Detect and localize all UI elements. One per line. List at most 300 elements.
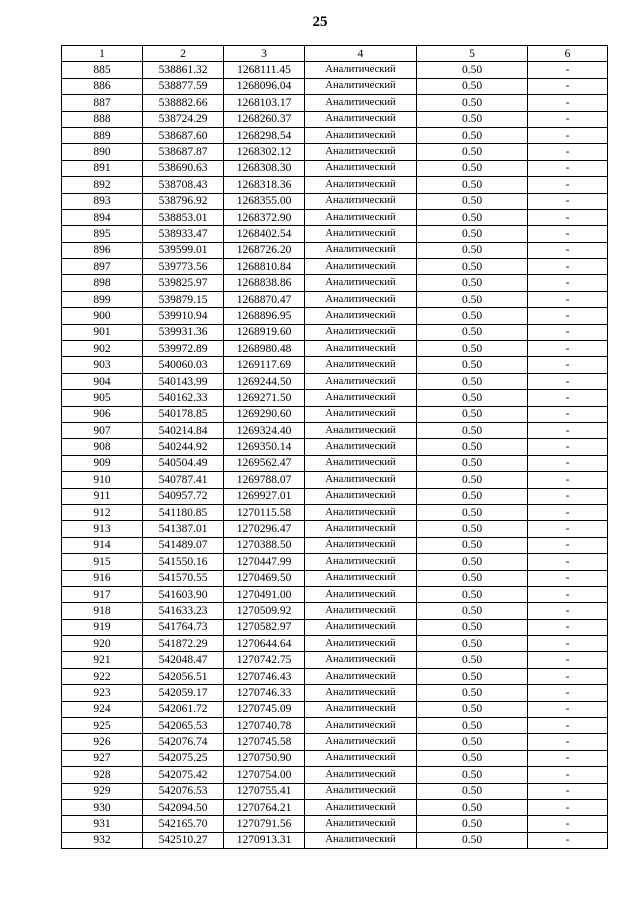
table-cell: 0.50 — [417, 422, 528, 438]
table-cell: - — [528, 586, 608, 602]
table-cell: 901 — [62, 324, 143, 340]
table-cell: 1270913.31 — [224, 832, 305, 848]
table-cell: Аналитический — [305, 718, 417, 734]
table-cell: 892 — [62, 177, 143, 193]
table-cell: 915 — [62, 554, 143, 570]
table-row — [62, 275, 608, 291]
table-cell: 1270644.64 — [224, 636, 305, 652]
table-cell: 885 — [62, 62, 143, 78]
table-row — [62, 488, 608, 504]
table-row — [62, 652, 608, 668]
table-cell: - — [528, 472, 608, 488]
table-cell: 542075.42 — [143, 767, 224, 783]
table-cell: 0.50 — [417, 275, 528, 291]
table-row — [62, 308, 608, 324]
table-cell: Аналитический — [305, 226, 417, 242]
table-cell: Аналитический — [305, 767, 417, 783]
table-cell: 910 — [62, 472, 143, 488]
column-header: 2 — [143, 46, 224, 62]
table-cell: 541387.01 — [143, 521, 224, 537]
table-cell: Аналитический — [305, 472, 417, 488]
table-cell: - — [528, 685, 608, 701]
table-cell: 1268870.47 — [224, 291, 305, 307]
table-row — [62, 668, 608, 684]
table-cell: 895 — [62, 226, 143, 242]
table-cell: 0.50 — [417, 701, 528, 717]
table-cell: 1270746.43 — [224, 668, 305, 684]
table-cell: - — [528, 324, 608, 340]
table-cell: Аналитический — [305, 373, 417, 389]
table-cell: Аналитический — [305, 619, 417, 635]
table-cell: 542061.72 — [143, 701, 224, 717]
table-row — [62, 750, 608, 766]
table-cell: 540143.99 — [143, 373, 224, 389]
table-cell: - — [528, 127, 608, 143]
table-cell: - — [528, 734, 608, 750]
table-cell: - — [528, 160, 608, 176]
table-cell: 899 — [62, 291, 143, 307]
table-cell: - — [528, 357, 608, 373]
table-cell: 0.50 — [417, 78, 528, 94]
table-row — [62, 95, 608, 111]
table-cell: 538933.47 — [143, 226, 224, 242]
table-cell: - — [528, 242, 608, 258]
table-cell: - — [528, 799, 608, 815]
table-cell: 922 — [62, 668, 143, 684]
table-cell: 891 — [62, 160, 143, 176]
table-cell: Аналитический — [305, 521, 417, 537]
table-cell: 932 — [62, 832, 143, 848]
table-cell: 897 — [62, 259, 143, 275]
table-cell: - — [528, 767, 608, 783]
table-cell: 538687.87 — [143, 144, 224, 160]
table-cell: 1268402.54 — [224, 226, 305, 242]
table-cell: - — [528, 652, 608, 668]
table-cell: 541764.73 — [143, 619, 224, 635]
table-cell: 1270745.58 — [224, 734, 305, 750]
table-row — [62, 537, 608, 553]
coordinates-table — [61, 45, 608, 849]
table-cell: 539972.89 — [143, 341, 224, 357]
table-row — [62, 603, 608, 619]
table-cell: 0.50 — [417, 554, 528, 570]
table-cell: Аналитический — [305, 832, 417, 848]
table-cell: 1268298.54 — [224, 127, 305, 143]
table-cell: 540060.03 — [143, 357, 224, 373]
table-cell: Аналитический — [305, 636, 417, 652]
table-row — [62, 636, 608, 652]
table-cell: - — [528, 275, 608, 291]
table-cell: - — [528, 832, 608, 848]
table-row — [62, 701, 608, 717]
table-cell: Аналитический — [305, 193, 417, 209]
table-row — [62, 406, 608, 422]
table-body — [62, 62, 608, 849]
table-cell: 0.50 — [417, 537, 528, 553]
table-cell: 542075.25 — [143, 750, 224, 766]
table-cell: 898 — [62, 275, 143, 291]
table-cell: 902 — [62, 341, 143, 357]
table-cell: 538877.59 — [143, 78, 224, 94]
table-cell: 538882.66 — [143, 95, 224, 111]
table-cell: 1268096.04 — [224, 78, 305, 94]
table-cell: Аналитический — [305, 652, 417, 668]
table-cell: 0.50 — [417, 718, 528, 734]
table-cell: 1269244.50 — [224, 373, 305, 389]
table-cell: Аналитический — [305, 390, 417, 406]
table-cell: 0.50 — [417, 603, 528, 619]
table-cell: 1269788.07 — [224, 472, 305, 488]
table-cell: - — [528, 341, 608, 357]
table-cell: 1269927.01 — [224, 488, 305, 504]
table-cell: 889 — [62, 127, 143, 143]
table-cell: 541489.07 — [143, 537, 224, 553]
table-cell: Аналитический — [305, 275, 417, 291]
table-cell: 0.50 — [417, 619, 528, 635]
table-cell: 1270745.09 — [224, 701, 305, 717]
table-cell: - — [528, 718, 608, 734]
table-cell: 929 — [62, 783, 143, 799]
table-cell: 538690.63 — [143, 160, 224, 176]
table-cell: Аналитический — [305, 570, 417, 586]
table-row — [62, 160, 608, 176]
table-cell: 542059.17 — [143, 685, 224, 701]
table-cell: - — [528, 455, 608, 471]
table-row — [62, 62, 608, 78]
table-cell: Аналитический — [305, 291, 417, 307]
table-cell: 1270491.00 — [224, 586, 305, 602]
table-cell: - — [528, 619, 608, 635]
table-cell: - — [528, 439, 608, 455]
table-cell: 1268919.60 — [224, 324, 305, 340]
table-cell: 0.50 — [417, 406, 528, 422]
table-cell: 539599.01 — [143, 242, 224, 258]
table-cell: 0.50 — [417, 636, 528, 652]
table-cell: Аналитический — [305, 455, 417, 471]
table-row — [62, 718, 608, 734]
table-cell: 542094.50 — [143, 799, 224, 815]
table-cell: Аналитический — [305, 95, 417, 111]
table-cell: Аналитический — [305, 799, 417, 815]
table-cell: Аналитический — [305, 685, 417, 701]
table-row — [62, 127, 608, 143]
table-cell: 540957.72 — [143, 488, 224, 504]
table-cell: Аналитический — [305, 62, 417, 78]
table-cell: Аналитический — [305, 554, 417, 570]
table-cell: 918 — [62, 603, 143, 619]
table-cell: 1268302.12 — [224, 144, 305, 160]
table-cell: 0.50 — [417, 439, 528, 455]
table-cell: Аналитический — [305, 734, 417, 750]
table-cell: 542065.53 — [143, 718, 224, 734]
table-row — [62, 570, 608, 586]
table-row — [62, 373, 608, 389]
column-header: 6 — [528, 46, 608, 62]
table-cell: 0.50 — [417, 799, 528, 815]
table-cell: - — [528, 668, 608, 684]
table-cell: 1268838.86 — [224, 275, 305, 291]
table-cell: 893 — [62, 193, 143, 209]
table-cell: 917 — [62, 586, 143, 602]
table-cell: 539910.94 — [143, 308, 224, 324]
table-row — [62, 357, 608, 373]
table-cell: 0.50 — [417, 652, 528, 668]
table-cell: 1268111.45 — [224, 62, 305, 78]
table-cell: - — [528, 62, 608, 78]
table-cell: 928 — [62, 767, 143, 783]
table-cell: 914 — [62, 537, 143, 553]
table-cell: 0.50 — [417, 521, 528, 537]
table-cell: 0.50 — [417, 832, 528, 848]
table-cell: 908 — [62, 439, 143, 455]
table-row — [62, 291, 608, 307]
table-cell: Аналитический — [305, 439, 417, 455]
table-cell: Аналитический — [305, 750, 417, 766]
table-cell: - — [528, 144, 608, 160]
table-cell: 0.50 — [417, 226, 528, 242]
table-cell: 1268372.90 — [224, 209, 305, 225]
table-cell: Аналитический — [305, 504, 417, 520]
table-cell: 1270750.90 — [224, 750, 305, 766]
table-cell: 1268810.84 — [224, 259, 305, 275]
table-cell: 0.50 — [417, 373, 528, 389]
table-cell: 0.50 — [417, 242, 528, 258]
table-cell: 923 — [62, 685, 143, 701]
table-cell: - — [528, 422, 608, 438]
table-cell: - — [528, 291, 608, 307]
table-cell: 541550.16 — [143, 554, 224, 570]
table-row — [62, 78, 608, 94]
table-cell: 541603.90 — [143, 586, 224, 602]
table-cell: 903 — [62, 357, 143, 373]
table-cell: 538724.29 — [143, 111, 224, 127]
table-cell: Аналитический — [305, 783, 417, 799]
table-cell: 0.50 — [417, 177, 528, 193]
table-cell: 911 — [62, 488, 143, 504]
table-cell: - — [528, 193, 608, 209]
table-cell: - — [528, 750, 608, 766]
table-cell: 539931.36 — [143, 324, 224, 340]
table-cell: - — [528, 226, 608, 242]
table-header-row — [62, 46, 608, 62]
table-cell: 1270509.92 — [224, 603, 305, 619]
table-cell: 1269271.50 — [224, 390, 305, 406]
table-cell: 0.50 — [417, 750, 528, 766]
table-cell: 1268308.30 — [224, 160, 305, 176]
table-cell: 1269324.40 — [224, 422, 305, 438]
table-cell: 1270447.99 — [224, 554, 305, 570]
table-cell: - — [528, 554, 608, 570]
table-cell: 541872.29 — [143, 636, 224, 652]
table-cell: 1270296.47 — [224, 521, 305, 537]
table-row — [62, 521, 608, 537]
table-cell: 0.50 — [417, 570, 528, 586]
table-row — [62, 783, 608, 799]
table-cell: 1268103.17 — [224, 95, 305, 111]
column-header: 5 — [417, 46, 528, 62]
table-cell: 0.50 — [417, 668, 528, 684]
table-cell: 920 — [62, 636, 143, 652]
table-cell: 539773.56 — [143, 259, 224, 275]
table-cell: 1269290.60 — [224, 406, 305, 422]
table-cell: 886 — [62, 78, 143, 94]
table-row — [62, 209, 608, 225]
table-row — [62, 177, 608, 193]
table-cell: 931 — [62, 816, 143, 832]
table-cell: 924 — [62, 701, 143, 717]
table-cell: 0.50 — [417, 160, 528, 176]
table-cell: 1269350.14 — [224, 439, 305, 455]
table-cell: 1268355.00 — [224, 193, 305, 209]
table-cell: 0.50 — [417, 504, 528, 520]
table-cell: 896 — [62, 242, 143, 258]
table-cell: Аналитический — [305, 259, 417, 275]
table-cell: 909 — [62, 455, 143, 471]
table-cell: 540244.92 — [143, 439, 224, 455]
table-cell: 540178.85 — [143, 406, 224, 422]
table-row — [62, 504, 608, 520]
table-cell: 1270582.97 — [224, 619, 305, 635]
column-header: 3 — [224, 46, 305, 62]
table-cell: 905 — [62, 390, 143, 406]
table-cell: 0.50 — [417, 586, 528, 602]
table-cell: 894 — [62, 209, 143, 225]
table-cell: 542076.74 — [143, 734, 224, 750]
table-cell: 542056.51 — [143, 668, 224, 684]
table-cell: 887 — [62, 95, 143, 111]
table-cell: 0.50 — [417, 472, 528, 488]
table-cell: 1270764.21 — [224, 799, 305, 815]
table-cell: 0.50 — [417, 291, 528, 307]
table-cell: 1268896.95 — [224, 308, 305, 324]
table-row — [62, 341, 608, 357]
table-cell: - — [528, 111, 608, 127]
table-cell: Аналитический — [305, 537, 417, 553]
table-row — [62, 193, 608, 209]
table-row — [62, 422, 608, 438]
table-cell: Аналитический — [305, 324, 417, 340]
table-cell: - — [528, 78, 608, 94]
table-cell: - — [528, 701, 608, 717]
table-cell: - — [528, 209, 608, 225]
table-cell: - — [528, 537, 608, 553]
table-cell: - — [528, 783, 608, 799]
table-cell: Аналитический — [305, 127, 417, 143]
table-cell: 0.50 — [417, 390, 528, 406]
table-cell: 930 — [62, 799, 143, 815]
table-row — [62, 111, 608, 127]
table-cell: - — [528, 406, 608, 422]
table-cell: 0.50 — [417, 783, 528, 799]
table-row — [62, 472, 608, 488]
table-cell: 540162.33 — [143, 390, 224, 406]
table-cell: 0.50 — [417, 111, 528, 127]
table-row — [62, 619, 608, 635]
table-cell: - — [528, 488, 608, 504]
table-cell: Аналитический — [305, 668, 417, 684]
table-cell: 1270746.33 — [224, 685, 305, 701]
table-cell: 900 — [62, 308, 143, 324]
table-cell: 1270791.56 — [224, 816, 305, 832]
table-cell: 1270742.75 — [224, 652, 305, 668]
table-cell: 0.50 — [417, 324, 528, 340]
table-cell: 542510.27 — [143, 832, 224, 848]
table-cell: Аналитический — [305, 341, 417, 357]
table-cell: - — [528, 603, 608, 619]
table-cell: - — [528, 521, 608, 537]
table-cell: 0.50 — [417, 144, 528, 160]
table-cell: 1268318.36 — [224, 177, 305, 193]
table-row — [62, 832, 608, 848]
page-number: 25 — [312, 14, 328, 30]
table-row — [62, 324, 608, 340]
table-row — [62, 816, 608, 832]
table-row — [62, 554, 608, 570]
table-cell: 538687.60 — [143, 127, 224, 143]
table-cell: Аналитический — [305, 586, 417, 602]
table-row — [62, 226, 608, 242]
table-cell: 0.50 — [417, 259, 528, 275]
table-cell: 1270754.00 — [224, 767, 305, 783]
table-cell: 0.50 — [417, 95, 528, 111]
table-cell: 888 — [62, 111, 143, 127]
table-cell: Аналитический — [305, 701, 417, 717]
table-cell: 538853.01 — [143, 209, 224, 225]
table-cell: 0.50 — [417, 455, 528, 471]
table-cell: 921 — [62, 652, 143, 668]
table-cell: - — [528, 570, 608, 586]
table-cell: 0.50 — [417, 767, 528, 783]
table-cell: Аналитический — [305, 603, 417, 619]
table-cell: 1270740.78 — [224, 718, 305, 734]
table-cell: 538796.92 — [143, 193, 224, 209]
table-cell: 1268980.48 — [224, 341, 305, 357]
table-row — [62, 242, 608, 258]
table-cell: 541633.23 — [143, 603, 224, 619]
table-cell: 1270469.50 — [224, 570, 305, 586]
table-cell: 540214.84 — [143, 422, 224, 438]
table-cell: 540787.41 — [143, 472, 224, 488]
table-cell: - — [528, 308, 608, 324]
table-row — [62, 799, 608, 815]
table-cell: - — [528, 816, 608, 832]
table-cell: Аналитический — [305, 78, 417, 94]
table-cell: Аналитический — [305, 357, 417, 373]
table-cell: Аналитический — [305, 160, 417, 176]
table-cell: 1269562.47 — [224, 455, 305, 471]
table-cell: 1270115.58 — [224, 504, 305, 520]
table-cell: - — [528, 373, 608, 389]
table-row — [62, 144, 608, 160]
table-cell: Аналитический — [305, 422, 417, 438]
table-cell: 904 — [62, 373, 143, 389]
table-cell: 912 — [62, 504, 143, 520]
table-cell: 925 — [62, 718, 143, 734]
table-cell: - — [528, 259, 608, 275]
table-cell: 542165.70 — [143, 816, 224, 832]
table-cell: - — [528, 95, 608, 111]
table-cell: Аналитический — [305, 308, 417, 324]
table-cell: 0.50 — [417, 209, 528, 225]
table-cell: Аналитический — [305, 242, 417, 258]
table-cell: 890 — [62, 144, 143, 160]
table-cell: 538861.32 — [143, 62, 224, 78]
table-cell: 919 — [62, 619, 143, 635]
table-cell: 927 — [62, 750, 143, 766]
table-row — [62, 259, 608, 275]
table-cell: 916 — [62, 570, 143, 586]
table-cell: 907 — [62, 422, 143, 438]
